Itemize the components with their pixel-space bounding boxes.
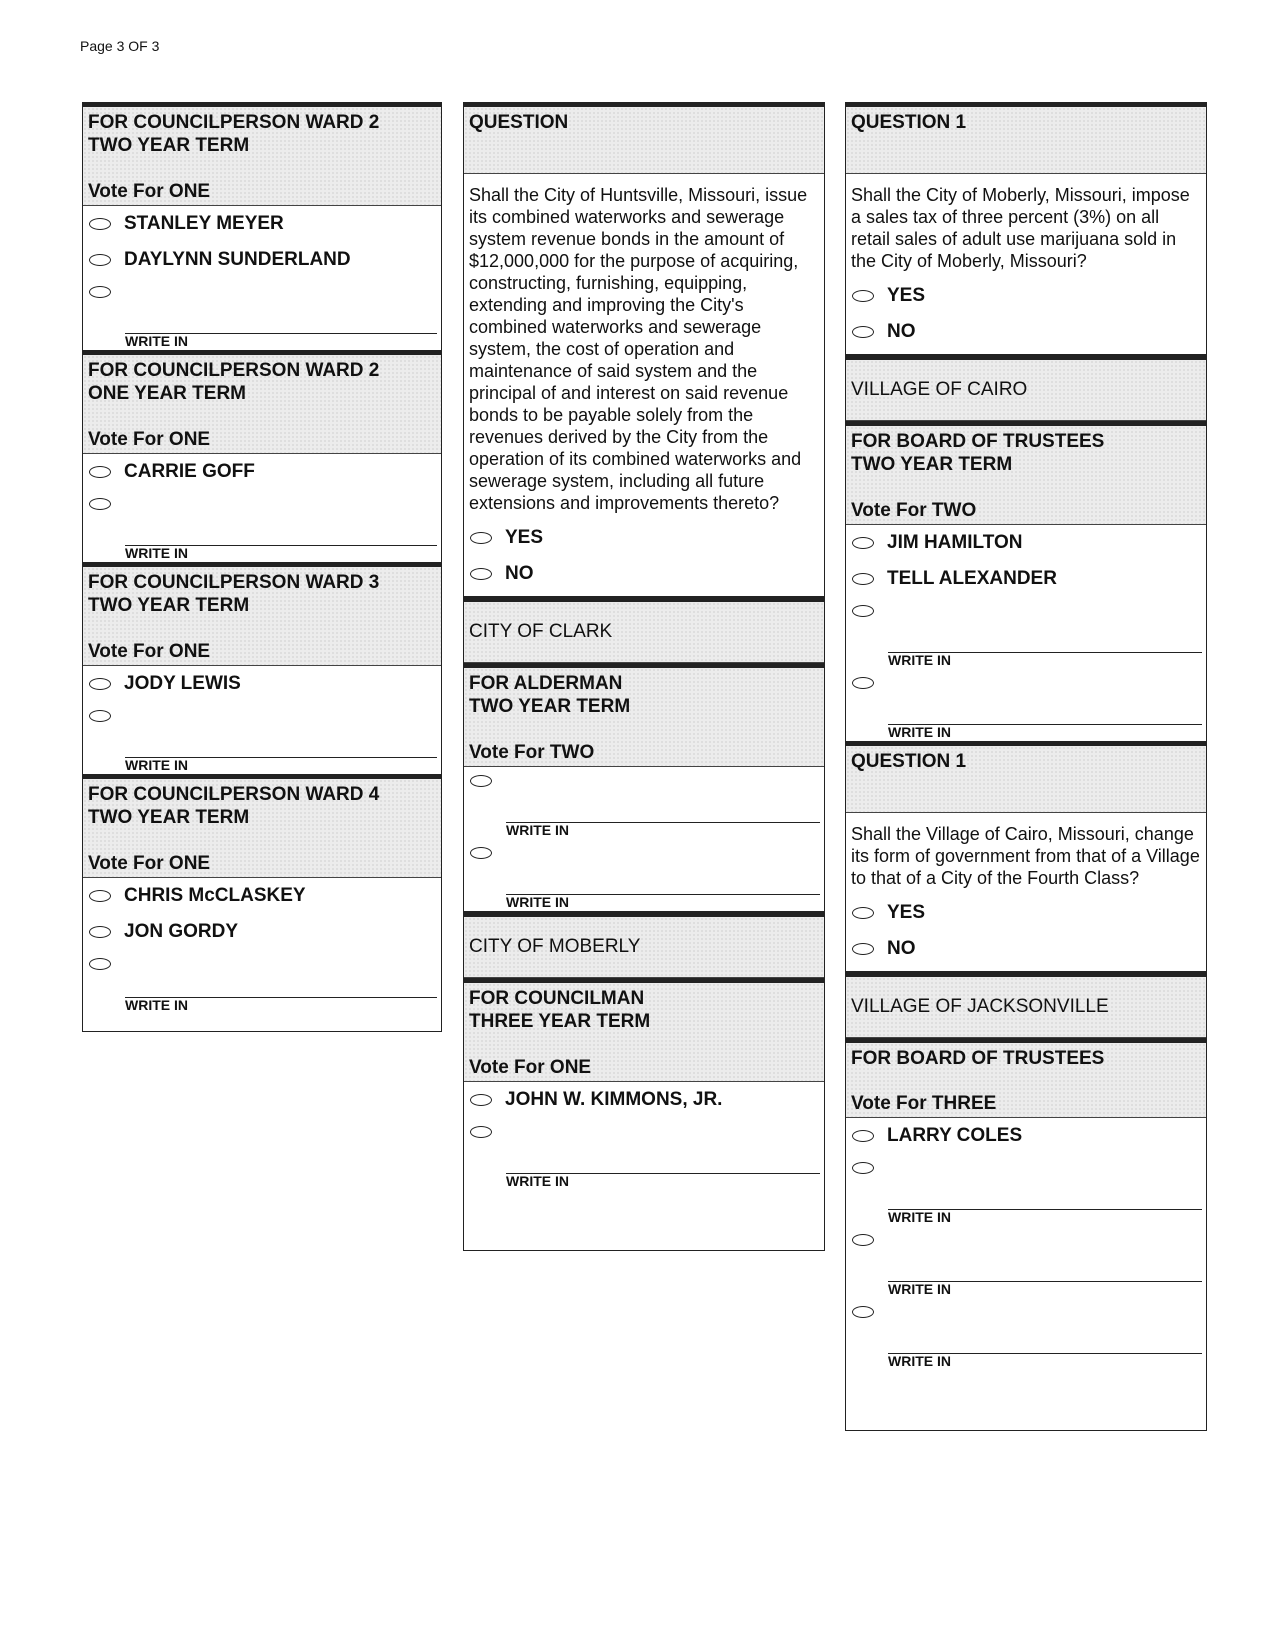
jurisdiction-header: CITY OF MOBERLY — [464, 911, 824, 978]
option-label: NO — [505, 563, 534, 584]
ballot-oval-icon[interactable] — [852, 1162, 874, 1174]
write-in-option[interactable] — [846, 1226, 1206, 1298]
vote-for-label: Vote For TWO — [851, 500, 977, 521]
candidate-name: TELL ALEXANDER — [887, 568, 1057, 589]
write-in-label: WRITE IN — [506, 1173, 569, 1189]
race-header — [83, 350, 441, 454]
candidate-name: CHRIS McCLASKEY — [124, 885, 306, 906]
candidate-name: LARRY COLES — [887, 1125, 1023, 1146]
write-in-label: WRITE IN — [888, 1353, 951, 1369]
ballot-oval-icon[interactable] — [89, 466, 111, 478]
write-in-label: WRITE IN — [506, 822, 569, 838]
candidate-name: JODY LEWIS — [124, 673, 241, 694]
write-in-option[interactable] — [846, 1154, 1206, 1226]
candidate-option[interactable] — [846, 525, 1206, 561]
ballot-oval-icon[interactable] — [852, 1130, 874, 1142]
candidate-option[interactable] — [846, 561, 1206, 597]
candidate-option[interactable] — [83, 242, 441, 278]
candidate-option[interactable] — [846, 1118, 1206, 1154]
write-in-label: WRITE IN — [888, 724, 951, 740]
jurisdiction-header: VILLAGE OF CAIRO — [846, 354, 1206, 421]
write-in-option[interactable] — [846, 669, 1206, 741]
race-header — [846, 421, 1206, 525]
write-in-option[interactable] — [464, 839, 824, 911]
ballot-oval-icon[interactable] — [89, 958, 111, 970]
write-in-label: WRITE IN — [888, 652, 951, 668]
vote-for-label: Vote For ONE — [88, 641, 211, 662]
ballot-oval-icon[interactable] — [852, 573, 874, 585]
ballot-oval-icon[interactable] — [89, 890, 111, 902]
vote-for-label: Vote For ONE — [88, 429, 211, 450]
candidate-name: JOHN W. KIMMONS, JR. — [505, 1089, 723, 1110]
question-header — [846, 103, 1206, 174]
write-in-label: WRITE IN — [125, 333, 188, 349]
write-in-option[interactable] — [83, 702, 441, 774]
vote-for-label: Vote For ONE — [469, 1057, 592, 1078]
candidate-option[interactable] — [83, 666, 441, 702]
write-in-option[interactable] — [464, 1118, 824, 1190]
vote-for-label: Vote For ONE — [88, 181, 211, 202]
ballot-oval-icon[interactable] — [470, 1094, 492, 1106]
ballot-oval-icon[interactable] — [470, 775, 492, 787]
race-title: FOR BOARD OF TRUSTEES TWO YEAR TERM — [851, 431, 1105, 475]
option-label: NO — [887, 321, 916, 342]
candidate-option[interactable] — [83, 206, 441, 242]
write-in-label: WRITE IN — [888, 1209, 951, 1225]
option-label: YES — [887, 285, 926, 306]
candidate-option[interactable] — [83, 454, 441, 490]
candidate-name: DAYLYNN SUNDERLAND — [124, 249, 351, 270]
write-in-option[interactable] — [846, 1298, 1206, 1370]
option-label: NO — [887, 938, 916, 959]
jurisdiction-header: VILLAGE OF JACKSONVILLE — [846, 971, 1206, 1038]
ballot-oval-icon[interactable] — [89, 254, 111, 266]
candidate-option[interactable] — [83, 878, 441, 914]
option-label: YES — [505, 527, 544, 548]
ballot-oval-icon[interactable] — [470, 1126, 492, 1138]
no-option[interactable] — [846, 931, 1206, 967]
write-in-option[interactable] — [83, 278, 441, 350]
option-label: YES — [887, 902, 926, 923]
question-header — [464, 103, 824, 174]
ballot-oval-icon[interactable] — [470, 532, 492, 544]
race-title: FOR COUNCILMAN THREE YEAR TERM — [469, 988, 651, 1032]
race-header — [846, 1038, 1206, 1118]
question-text: Shall the Village of Cairo, Missouri, change its form of government from that of a Village to that of a City of the Fourth Class? — [851, 824, 1200, 888]
candidate-name: JON GORDY — [124, 921, 239, 942]
candidate-name: CARRIE GOFF — [124, 461, 255, 482]
ballot-column-1 — [82, 102, 442, 1032]
race-title: FOR BOARD OF TRUSTEES — [851, 1048, 1105, 1069]
ballot-oval-icon[interactable] — [852, 290, 874, 302]
race-title: FOR COUNCILPERSON WARD 2 TWO YEAR TERM — [88, 112, 380, 156]
ballot-oval-icon[interactable] — [852, 677, 874, 689]
race-header — [464, 978, 824, 1082]
ballot-oval-icon[interactable] — [89, 710, 111, 722]
vote-for-label: Vote For ONE — [88, 853, 211, 874]
race-header — [83, 562, 441, 666]
race-header — [83, 103, 441, 206]
question-title: QUESTION — [469, 112, 569, 133]
write-in-label: WRITE IN — [888, 1281, 951, 1297]
write-in-option[interactable] — [83, 490, 441, 562]
yes-option[interactable] — [464, 520, 824, 556]
question-text: Shall the City of Huntsville, Missouri, issue its combined waterworks and sewerage system revenue bonds in the amount of $12,000,000 for the purpose of acquiring, constructing, furnishing, equipping, extending and improving the City's combined waterworks and sewerage system, the cost of operation and maintenance of said system and the principal of and interest on said revenue bonds to be payable solely from the revenues derived by the City from the operation of its combined waterworks and sewerage system, including all future extensions and improvements thereto? — [469, 185, 808, 513]
write-in-label: WRITE IN — [125, 997, 188, 1013]
race-title: FOR COUNCILPERSON WARD 2 ONE YEAR TERM — [88, 360, 380, 404]
yes-option[interactable] — [846, 278, 1206, 314]
race-header — [464, 663, 824, 767]
ballot-oval-icon[interactable] — [852, 907, 874, 919]
ballot-oval-icon[interactable] — [852, 605, 874, 617]
write-in-label: WRITE IN — [125, 757, 188, 773]
write-in-option[interactable] — [83, 950, 441, 1014]
ballot-oval-icon[interactable] — [852, 1306, 874, 1318]
ballot-oval-icon[interactable] — [89, 498, 111, 510]
ballot-column-2 — [463, 102, 825, 1251]
candidate-option[interactable] — [464, 1082, 824, 1118]
ballot-oval-icon[interactable] — [89, 286, 111, 298]
ballot-column-3 — [845, 102, 1207, 1431]
ballot-oval-icon[interactable] — [852, 943, 874, 955]
race-title: FOR ALDERMAN TWO YEAR TERM — [469, 673, 631, 717]
race-title: FOR COUNCILPERSON WARD 4 TWO YEAR TERM — [88, 784, 380, 828]
ballot-oval-icon[interactable] — [89, 218, 111, 230]
race-title: FOR COUNCILPERSON WARD 3 TWO YEAR TERM — [88, 572, 380, 616]
race-header — [83, 774, 441, 878]
ballot-oval-icon[interactable] — [470, 568, 492, 580]
ballot-oval-icon[interactable] — [852, 1234, 874, 1246]
ballot-oval-icon[interactable] — [852, 326, 874, 338]
question-text: Shall the City of Moberly, Missouri, impose a sales tax of three percent (3%) on all retail sales of adult use marijuana sold in the City of Moberly, Missouri? — [851, 185, 1190, 271]
ballot-oval-icon[interactable] — [89, 678, 111, 690]
question-title: QUESTION 1 — [851, 751, 967, 772]
question-title: QUESTION 1 — [851, 112, 967, 133]
jurisdiction-header: CITY OF CLARK — [464, 596, 824, 663]
question-header — [846, 741, 1206, 813]
yes-option[interactable] — [846, 895, 1206, 931]
page-number: Page 3 OF 3 — [80, 38, 160, 54]
write-in-label: WRITE IN — [506, 894, 569, 910]
candidate-name: JIM HAMILTON — [887, 532, 1023, 553]
write-in-option[interactable] — [846, 597, 1206, 669]
no-option[interactable] — [846, 314, 1206, 350]
ballot-oval-icon[interactable] — [470, 847, 492, 859]
ballot-oval-icon[interactable] — [89, 926, 111, 938]
candidate-name: STANLEY MEYER — [124, 213, 284, 234]
vote-for-label: Vote For TWO — [469, 742, 595, 763]
ballot-oval-icon[interactable] — [852, 537, 874, 549]
write-in-label: WRITE IN — [125, 545, 188, 561]
candidate-option[interactable] — [83, 914, 441, 950]
vote-for-label: Vote For THREE — [851, 1093, 997, 1114]
no-option[interactable] — [464, 556, 824, 592]
write-in-option[interactable] — [464, 767, 824, 839]
